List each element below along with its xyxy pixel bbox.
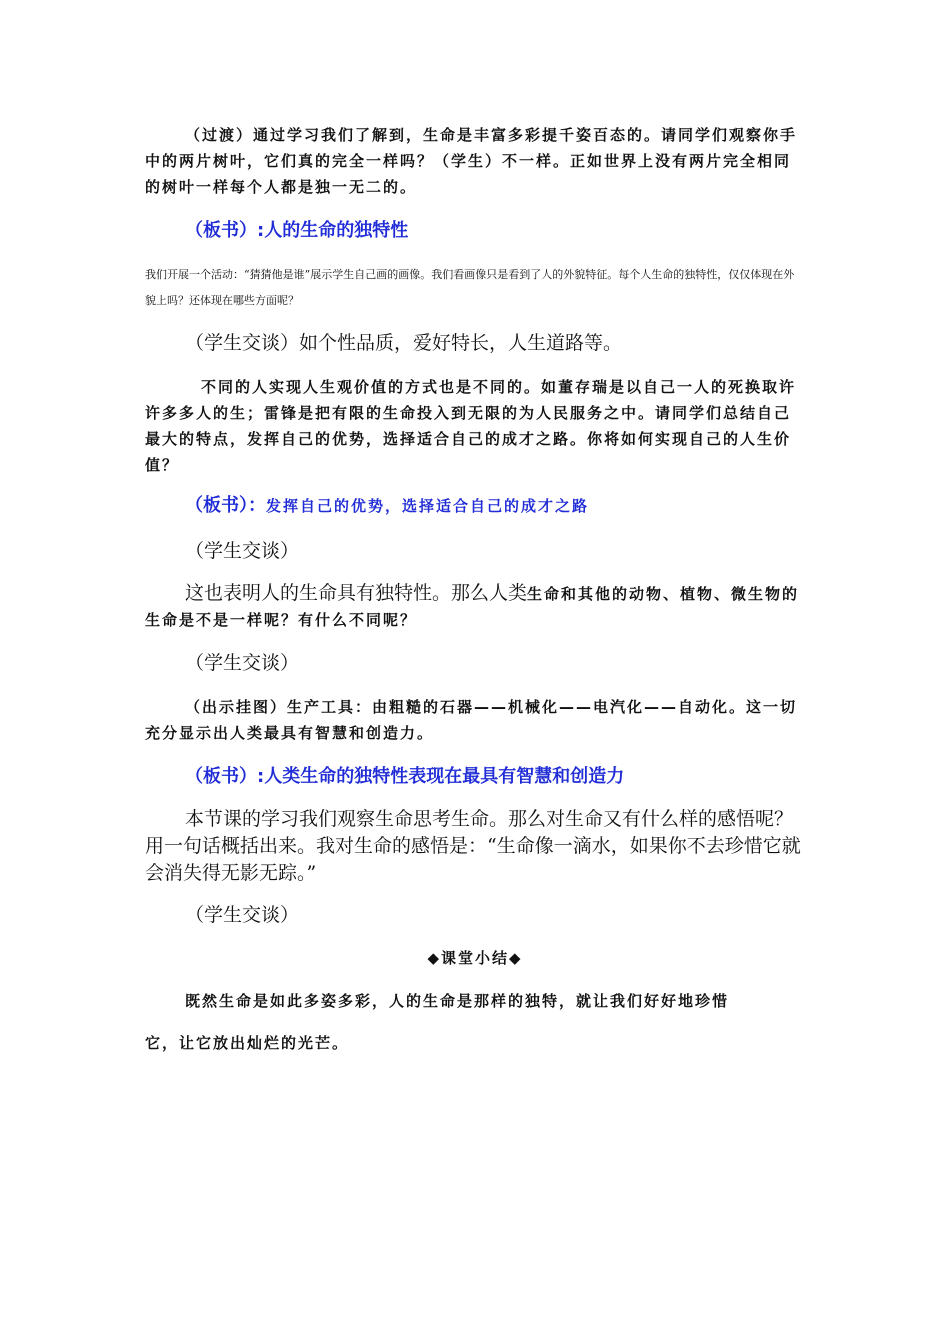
student-talk-3: （学生交谈） [185, 652, 300, 674]
uniqueness-paragraph [145, 580, 805, 633]
summary-heading: ◆课堂小结◆ [427, 949, 523, 967]
transition-paragraph: （过渡）通过学习我们了解到，生命是丰富多彩提千姿百态的。请同学们观察你手中的两片树叶，它们真的完全一样吗？（学生）不一样。正如世界上没有两片完全相同的树叶一样每个人都是独一无二的。 [145, 126, 798, 196]
student-talk-4: （学生交谈） [185, 904, 300, 926]
board-note-2-prefix: （板书）： [185, 495, 266, 516]
uniqueness-lead: 这也表明人的生命具有独特性。那么人类 [185, 582, 528, 604]
board-note-2-text: 发挥自己的优势，选择适合自己的成才之路 [266, 497, 590, 515]
student-talk-2: （学生交谈） [185, 540, 300, 562]
value-paragraph: 不同的人实现人生观价值的方式也是不同的。如董存瑞是以自己一人的死换取许许多多人的生；雷锋是把有限的生命投入到无限的为人民服务之中。请同学们总结自己最大的特点，发挥自己的优势，选择适合自己的成才之路。你将如何实现自己的人生价值？ [145, 378, 797, 474]
board-note-1: （板书）:人的生命的独特性 [185, 220, 409, 241]
student-talk-1: （学生交谈）如个性品质，爱好特长，人生道路等。 [185, 332, 623, 354]
wallchart-paragraph: （出示挂图）生产工具：由粗糙的石器——机械化——电汽化——自动化。这一切充分显示出人类最具有智慧和创造力。 [145, 698, 798, 742]
summary-line-1: 既然生命是如此多姿多彩，人的生命是那样的独特，就让我们好好地珍惜 [185, 992, 730, 1010]
board-note-3: （板书）:人类生命的独特性表现在最具有智慧和创造力 [185, 766, 625, 787]
uniqueness-rest: 生命和其他的动物、植物、微生物的生命是不是一样呢？有什么不同呢？ [145, 585, 800, 629]
reflection-paragraph: 本节课的学习我们观察生命思考生命。那么对生命又有什么样的感悟呢？用一句话概括出来。我对生命的感悟是：“生命像一滴水，如果你不去珍惜它就会消失得无影无踪。” [145, 808, 801, 884]
activity-paragraph: 我们开展一个活动：“猜猜他是谁”展示学生自己画的画像。我们看画像只是看到了人的外貌特征。每个人生命的独特性，仅仅体现在外貌上吗？还体现在哪些方面呢？ [145, 268, 795, 307]
board-note-2 [185, 493, 845, 519]
summary-line-2: 它，让它放出灿烂的光芒。 [145, 1034, 350, 1052]
